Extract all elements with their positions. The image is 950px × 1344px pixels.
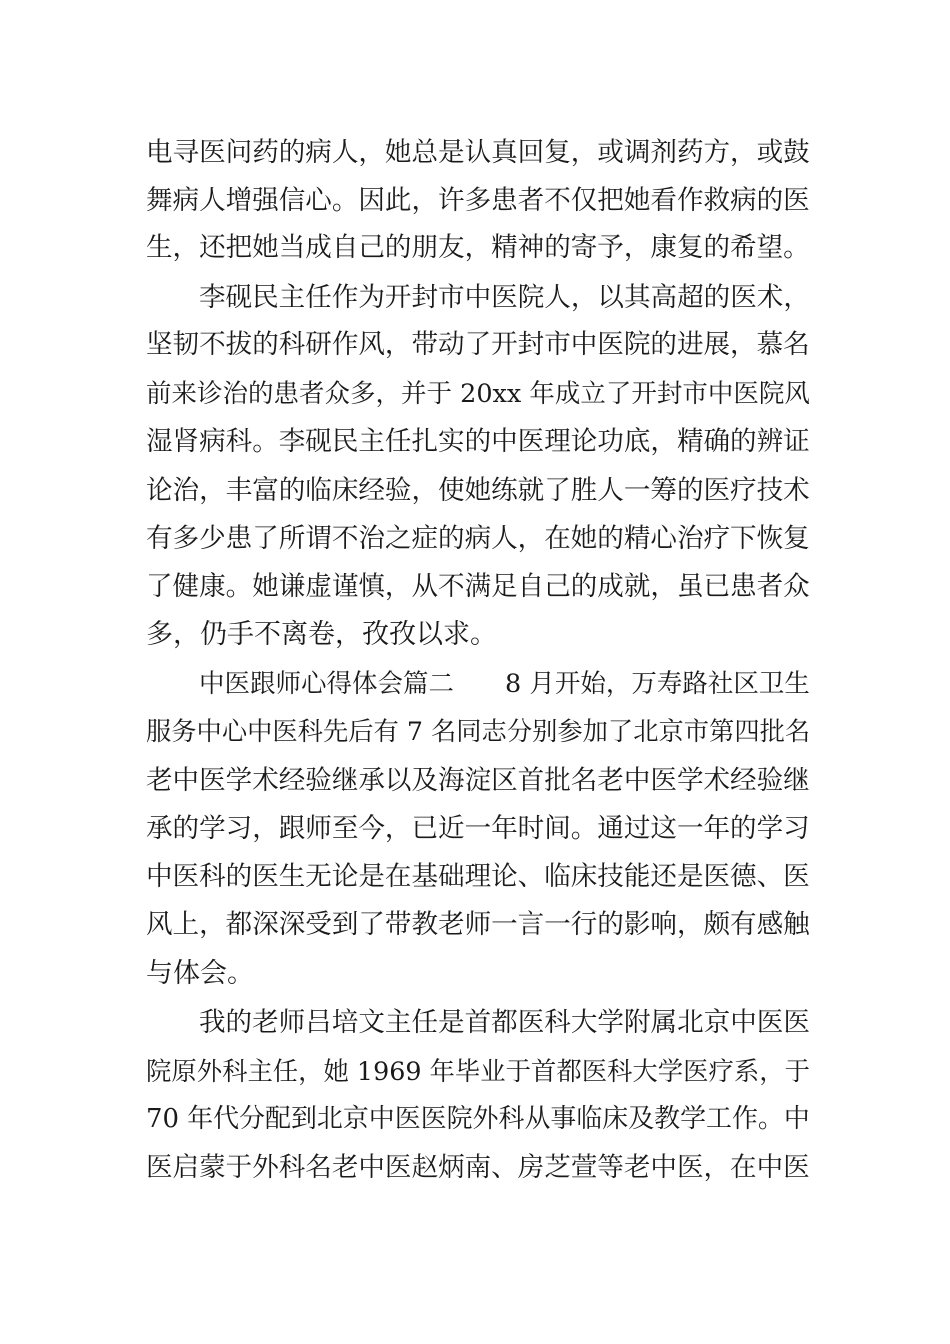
text-line: 舞病人增强信心。因此，许多患者不仅把她看作救病的医 [146, 185, 810, 216]
text-line: 院原外科主任，她 1969 年毕业于首都医科大学医疗系，于 [146, 1056, 810, 1086]
text-line: 了健康。她谦虚谨慎，从不满足自己的成就，虽已患者众 [146, 571, 810, 602]
paragraph-start-line: 我的老师吕培文主任是首都医科大学附属北京中医医 [199, 1007, 810, 1038]
paragraph-start-line: 李砚民主任作为开封市中医院人，以其高超的医术， [199, 282, 810, 313]
text-line: 服务中心中医科先后有 7 名同志分别参加了北京市第四批名 [146, 717, 811, 746]
text-line: 前来诊治的患者众多，并于 20xx 年成立了开封市中医院风 [146, 379, 810, 409]
text-line: 医启蒙于外科名老中医赵炳南、房芝萱等老中医，在中医 [146, 1152, 810, 1183]
text-line: 中医科的医生无论是在基础理论、临床技能还是医德、医 [146, 861, 810, 892]
text-line: 生，还把她当成自己的朋友，精神的寄予，康复的希望。 [146, 232, 810, 263]
text-line: 70 年代分配到北京中医医院外科从事临床及教学工作。中 [146, 1104, 810, 1134]
text-line: 风上，都深深受到了带教老师一言一行的影响，颇有感触 [146, 909, 810, 940]
text-line: 有多少患了所谓不治之症的病人，在她的精心治疗下恢复 [146, 523, 810, 554]
text-line: 坚韧不拔的科研作风，带动了开封市中医院的进展，慕名 [146, 329, 810, 360]
text-line: 与体会。 [146, 958, 254, 989]
text-line: 老中医学术经验继承以及海淀区首批名老中医学术经验继 [146, 765, 810, 796]
text-line: 湿肾病科。李砚民主任扎实的中医理论功底，精确的辨证 [146, 426, 810, 457]
text-line: 论治，丰富的临床经验，使她练就了胜人一筹的医疗技术 [146, 475, 810, 506]
text-line: 电寻医问药的病人，她总是认真回复，或调剂药方，或鼓 [146, 137, 810, 168]
paragraph-start-line: 中医跟师心得体会篇二 8 月开始，万寿路社区卫生 [199, 669, 810, 699]
text-line: 承的学习，跟师至今，已近一年时间。通过这一年的学习 [146, 813, 810, 844]
text-line: 多，仍手不离卷，孜孜以求。 [146, 619, 497, 650]
